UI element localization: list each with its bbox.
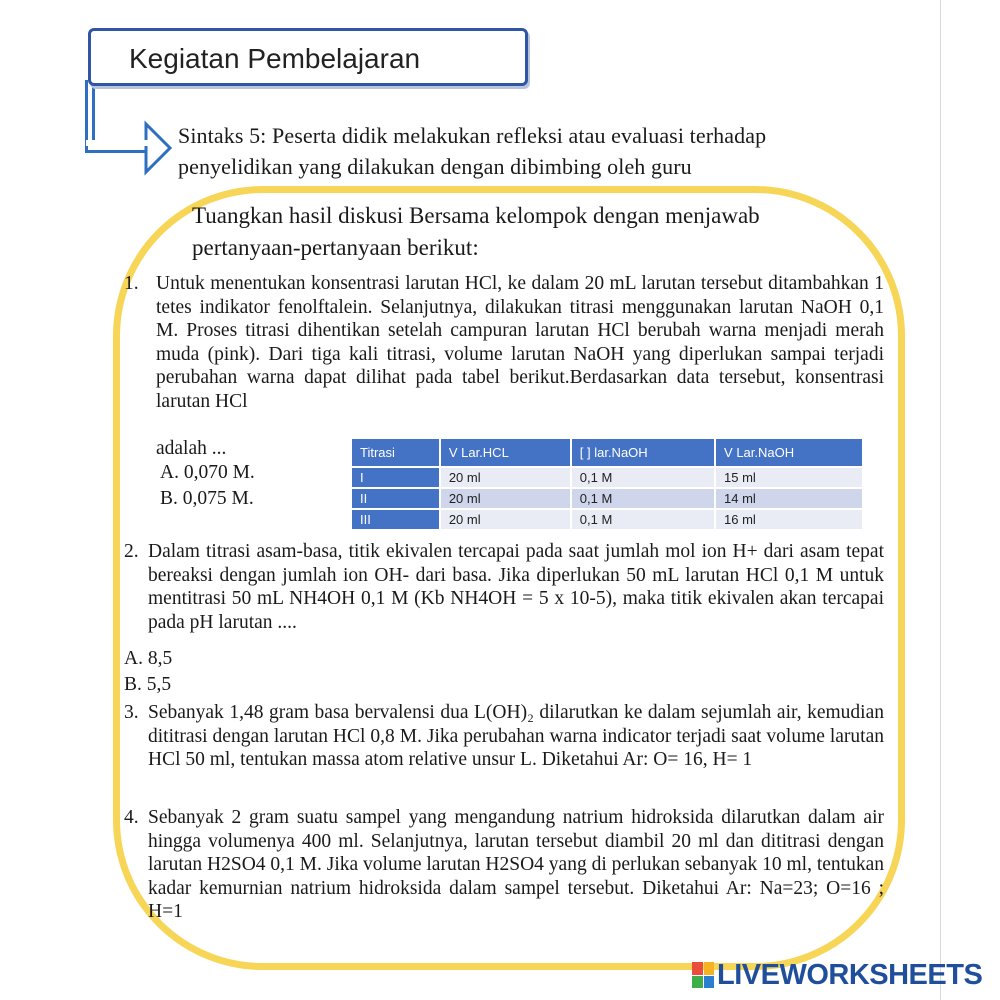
- question-2: [124, 540, 884, 634]
- table-row: [352, 510, 864, 529]
- section-title: Kegiatan Pembelajaran: [129, 43, 421, 74]
- titration-table: [352, 437, 864, 531]
- table-header: [ ] lar.NaOH: [572, 439, 716, 466]
- question-2-option-b: B. 5,5: [124, 674, 172, 695]
- table-cell: 0,1 M: [572, 468, 716, 487]
- question-text: Sebanyak 1,48 gram basa bervalensi dua L(OH)₂ dilarutkan ke dalam sejumlah air, kemudian dititrasi dengan larutan HCl 0,8 M. Jika perubahan warna indicator terjadi saat volume larutan HCl 50 ml, tentukan massa atom relative unsur L. Diketahui Ar: O= 16, H= 1: [148, 702, 884, 770]
- instruction-text: Tuangkan hasil diskusi Bersama kelompok dengan menjawab pertanyaan-pertanyaan berikut:: [192, 203, 760, 260]
- table-cell: 20 ml: [441, 468, 572, 487]
- table-cell: II: [352, 489, 441, 508]
- question-1-option-a: A. 0,070 M.: [160, 462, 255, 483]
- question-4: [124, 806, 884, 924]
- table-cell: 20 ml: [441, 510, 572, 529]
- section-header: [88, 28, 528, 86]
- question-1-option-b: B. 0,075 M.: [160, 488, 254, 509]
- question-1-tail: adalah ...: [156, 438, 227, 459]
- table-cell: 16 ml: [716, 510, 864, 529]
- table-cell: III: [352, 510, 441, 529]
- question-text: Sebanyak 2 gram suatu sampel yang mengandung natrium hidroksida dilarutkan dalam air hingga volumenya 400 ml. Selanjutnya, larutan tersebut diambil 20 ml dan dititrasi dengan larutan H2SO4 0,1 M. Jika volume larutan H2SO4 yang di perlukan sebanyak 10 ml, tentukan kadar kemurnian natrium hidroksida dalam sampel tersebut. Diketahui Ar: Na=23; O=16 ; H=1: [148, 807, 884, 922]
- question-number: 3.: [124, 702, 139, 723]
- question-3: [124, 701, 884, 772]
- arrow-right-icon: [0, 0, 200, 180]
- table-cell: 0,1 M: [572, 510, 716, 529]
- question-number: 2.: [124, 541, 139, 562]
- question-text: Dalam titrasi asam-basa, titik ekivalen tercapai pada saat jumlah mol ion H+ dari asam tepat bereaksi dengan jumlah ion OH- dari basa. Jika diperlukan 50 mL larutan HCl 0,1 M untuk mentitrasi 50 mL NH4OH 0,1 M (Kb NH4OH = 5 x 10-5), maka titik ekivalen akan tercapai pada pH larutan ....: [148, 541, 884, 633]
- table-cell: 0,1 M: [572, 489, 716, 508]
- page-edge-rule: [940, 0, 941, 1000]
- question-number: 4.: [124, 807, 139, 828]
- sintaks-text: Sintaks 5: Peserta didik melakukan refleksi atau evaluasi terhadap penyelidikan yang dilakukan dengan dibimbing oleh guru: [178, 123, 767, 179]
- table-cell: 15 ml: [716, 468, 864, 487]
- table-header: Titrasi: [352, 439, 441, 466]
- question-number: 1.: [124, 273, 139, 294]
- table-cell: I: [352, 468, 441, 487]
- liveworksheets-logo-icon: [692, 962, 714, 988]
- question-1: [124, 272, 884, 413]
- question-text: Untuk menentukan konsentrasi larutan HCl, ke dalam 20 mL larutan tersebut ditambahkan 1 tetes indikator fenolftalein. Selanjutnya, dilakukan titrasi menggunakan larutan NaOH 0,1 M. Proses titrasi dihentikan setelah campuran larutan HCl berubah warna menjadi merah muda (pink). Dari tiga kali titrasi, volume larutan NaOH yang diperlukan sampai terjadi perubahan warna dapat dilihat pada tabel berikut.Berdasarkan data tersebut, konsentrasi larutan HCl: [156, 273, 884, 412]
- table-header-row: [352, 439, 864, 466]
- liveworksheets-branding: [692, 958, 982, 992]
- table-cell: 20 ml: [441, 489, 572, 508]
- brand-name: LIVEWORKSHEETS: [717, 958, 983, 991]
- table-row: [352, 468, 864, 487]
- table-row: [352, 489, 864, 508]
- table-header: V Lar.HCL: [441, 439, 572, 466]
- table-cell: 14 ml: [716, 489, 864, 508]
- table-header: V Lar.NaOH: [716, 439, 864, 466]
- question-2-option-a: A. 8,5: [124, 648, 173, 669]
